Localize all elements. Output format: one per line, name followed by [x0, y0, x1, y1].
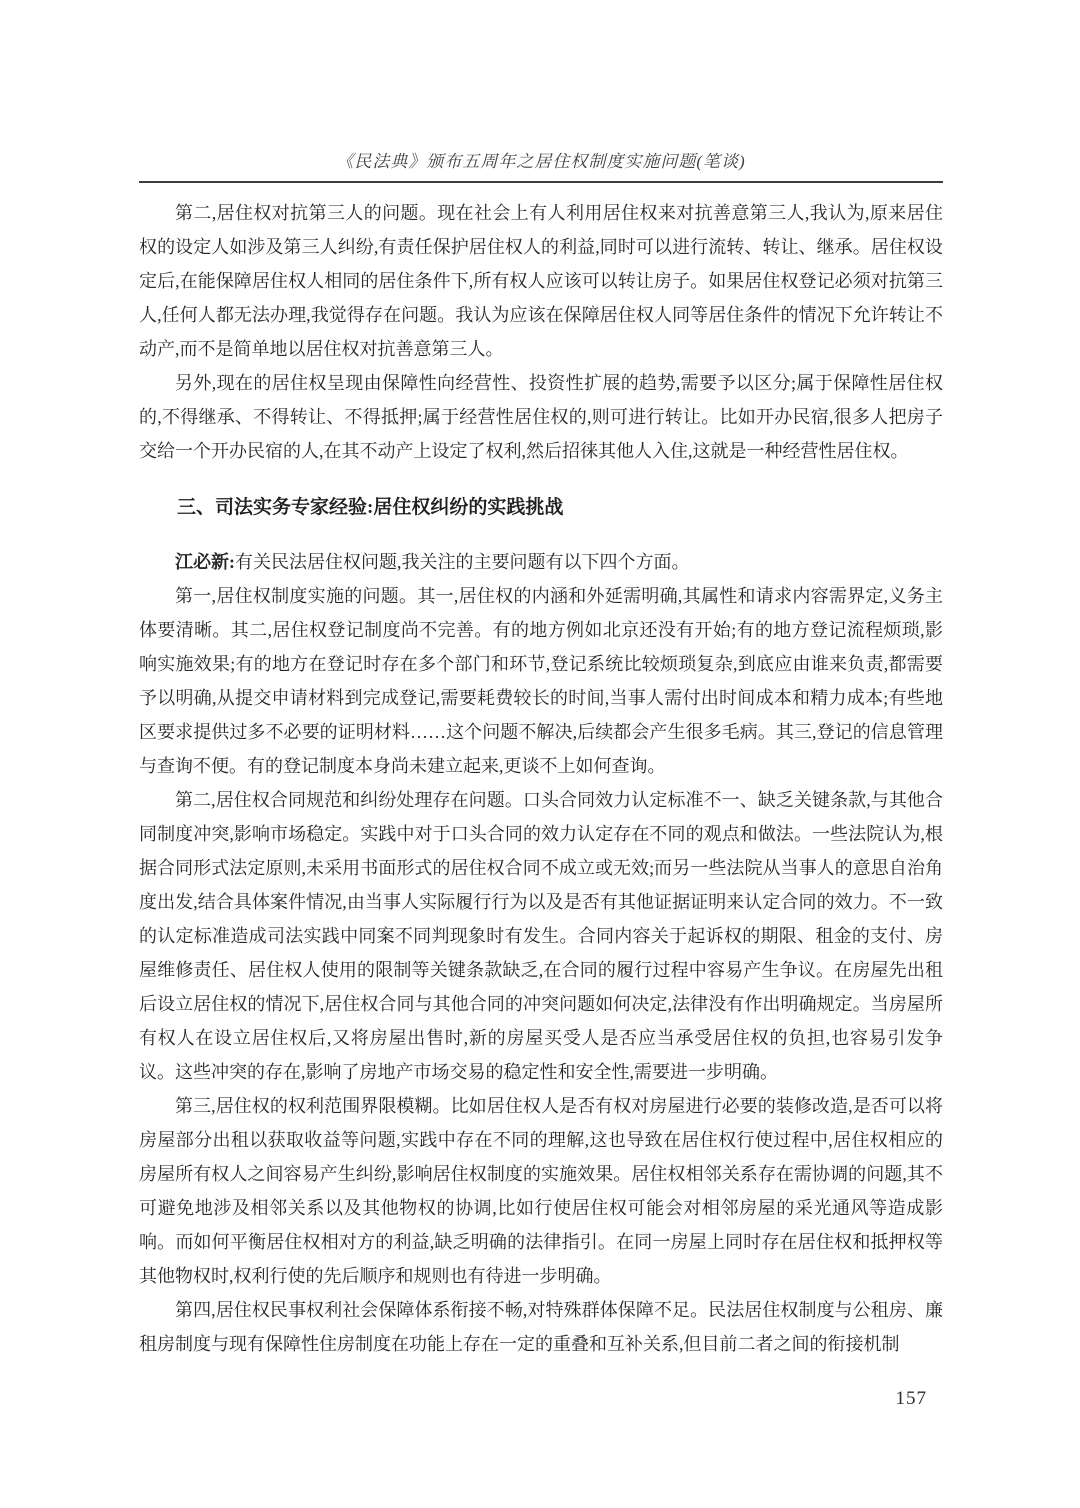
- numbered-paragraph-3: 第三,居住权的权利范围界限模糊。比如居住权人是否有权对房屋进行必要的装修改造,是否可以将房屋部分出租以获取收益等问题,实践中存在不同的理解,这也导致在居住权行使过程中,居住权相应的房屋所有权人之间容易产生纠纷,影响居住权制度的实施效果。居住权相邻关系存在需协调的问题,其不可避免地涉及相邻关系以及其他物权的协调,比如行使居住权可能会对相邻房屋的采光通风等造成影响。而如何平衡居住权相对方的利益,缺乏明确的法律指引。在同一房屋上同时存在居住权和抵押权等其他物权时,权利行使的先后顺序和规则也有待进一步明确。: [139, 1096, 943, 1286]
- section-heading: 三、司法实务专家经验:居住权纠纷的实践挑战: [177, 497, 564, 518]
- page-content: [139, 0, 943, 1361]
- speaker-name: 江必新:: [175, 552, 235, 572]
- speaker-paragraph: [139, 545, 943, 579]
- article-body: [139, 196, 943, 1361]
- header-rule: [139, 181, 943, 183]
- intro-paragraph-1: 第二,居住权对抗第三人的问题。现在社会上有人利用居住权来对抗善意第三人,我认为,原来居住权的设定人如涉及第三人纠纷,有责任保护居住权人的利益,同时可以进行流转、转让、继承。居住权设定后,在能保障居住权人相同的居住条件下,所有权人应该可以转让房子。如果居住权登记必须对抗第三人,任何人都无法办理,我觉得存在问题。我认为应该在保障居住权人同等居住条件的情况下允许转让不动产,而不是简单地以居住权对抗善意第三人。: [139, 203, 943, 359]
- running-header-title: 《民法典》颁布五周年之居住权制度实施问题(笔谈): [336, 152, 746, 171]
- numbered-paragraph-4: 第四,居住权民事权利社会保障体系衔接不畅,对特殊群体保障不足。民法居住权制度与公租房、廉租房制度与现有保障性住房制度在功能上存在一定的重叠和互补关系,但目前二者之间的衔接机制: [139, 1300, 943, 1354]
- numbered-paragraph-2: 第二,居住权合同规范和纠纷处理存在问题。口头合同效力认定标准不一、缺乏关键条款,与其他合同制度冲突,影响市场稳定。实践中对于口头合同的效力认定存在不同的观点和做法。一些法院认为,根据合同形式法定原则,未采用书面形式的居住权合同不成立或无效;而另一些法院从当事人的意思自治角度出发,结合具体案件情况,由当事人实际履行行为以及是否有其他证据证明来认定合同的效力。不一致的认定标准造成司法实践中同案不同判现象时有发生。合同内容关于起诉权的期限、租金的支付、房屋维修责任、居住权人使用的限制等关键条款缺乏,在合同的履行过程中容易产生争议。在房屋先出租后设立居住权的情况下,居住权合同与其他合同的冲突问题如何决定,法律没有作出明确规定。当房屋所有权人在设立居住权后,又将房屋出售时,新的房屋买受人是否应当承受居住权的负担,也容易引发争议。这些冲突的存在,影响了房地产市场交易的稳定性和安全性,需要进一步明确。: [139, 790, 943, 1082]
- numbered-paragraph-1: 第一,居住权制度实施的问题。其一,居住权的内涵和外延需明确,其属性和请求内容需界定,义务主体要清晰。其二,居住权登记制度尚不完善。有的地方例如北京还没有开始;有的地方登记流程烦琐,影响实施效果;有的地方在登记时存在多个部门和环节,登记系统比较烦琐复杂,到底应由谁来负责,都需要予以明确,从提交申请材料到完成登记,需要耗费较长的时间,当事人需付出时间成本和精力成本;有些地区要求提供过多不必要的证明材料……这个问题不解决,后续都会产生很多毛病。其三,登记的信息管理与查询不便。有的登记制度本身尚未建立起来,更谈不上如何查询。: [139, 586, 943, 776]
- intro-paragraph-2: 另外,现在的居住权呈现由保障性向经营性、投资性扩展的趋势,需要予以区分;属于保障性居住权的,不得继承、不得转让、不得抵押;属于经营性居住权的,则可进行转让。比如开办民宿,很多人把房子交给一个开办民宿的人,在其不动产上设定了权利,然后招徕其他人入住,这就是一种经营性居住权。: [139, 373, 943, 461]
- speaker-statement: 有关民法居住权问题,我关注的主要问题有以下四个方面。: [235, 552, 690, 572]
- page-number: 157: [895, 1388, 927, 1409]
